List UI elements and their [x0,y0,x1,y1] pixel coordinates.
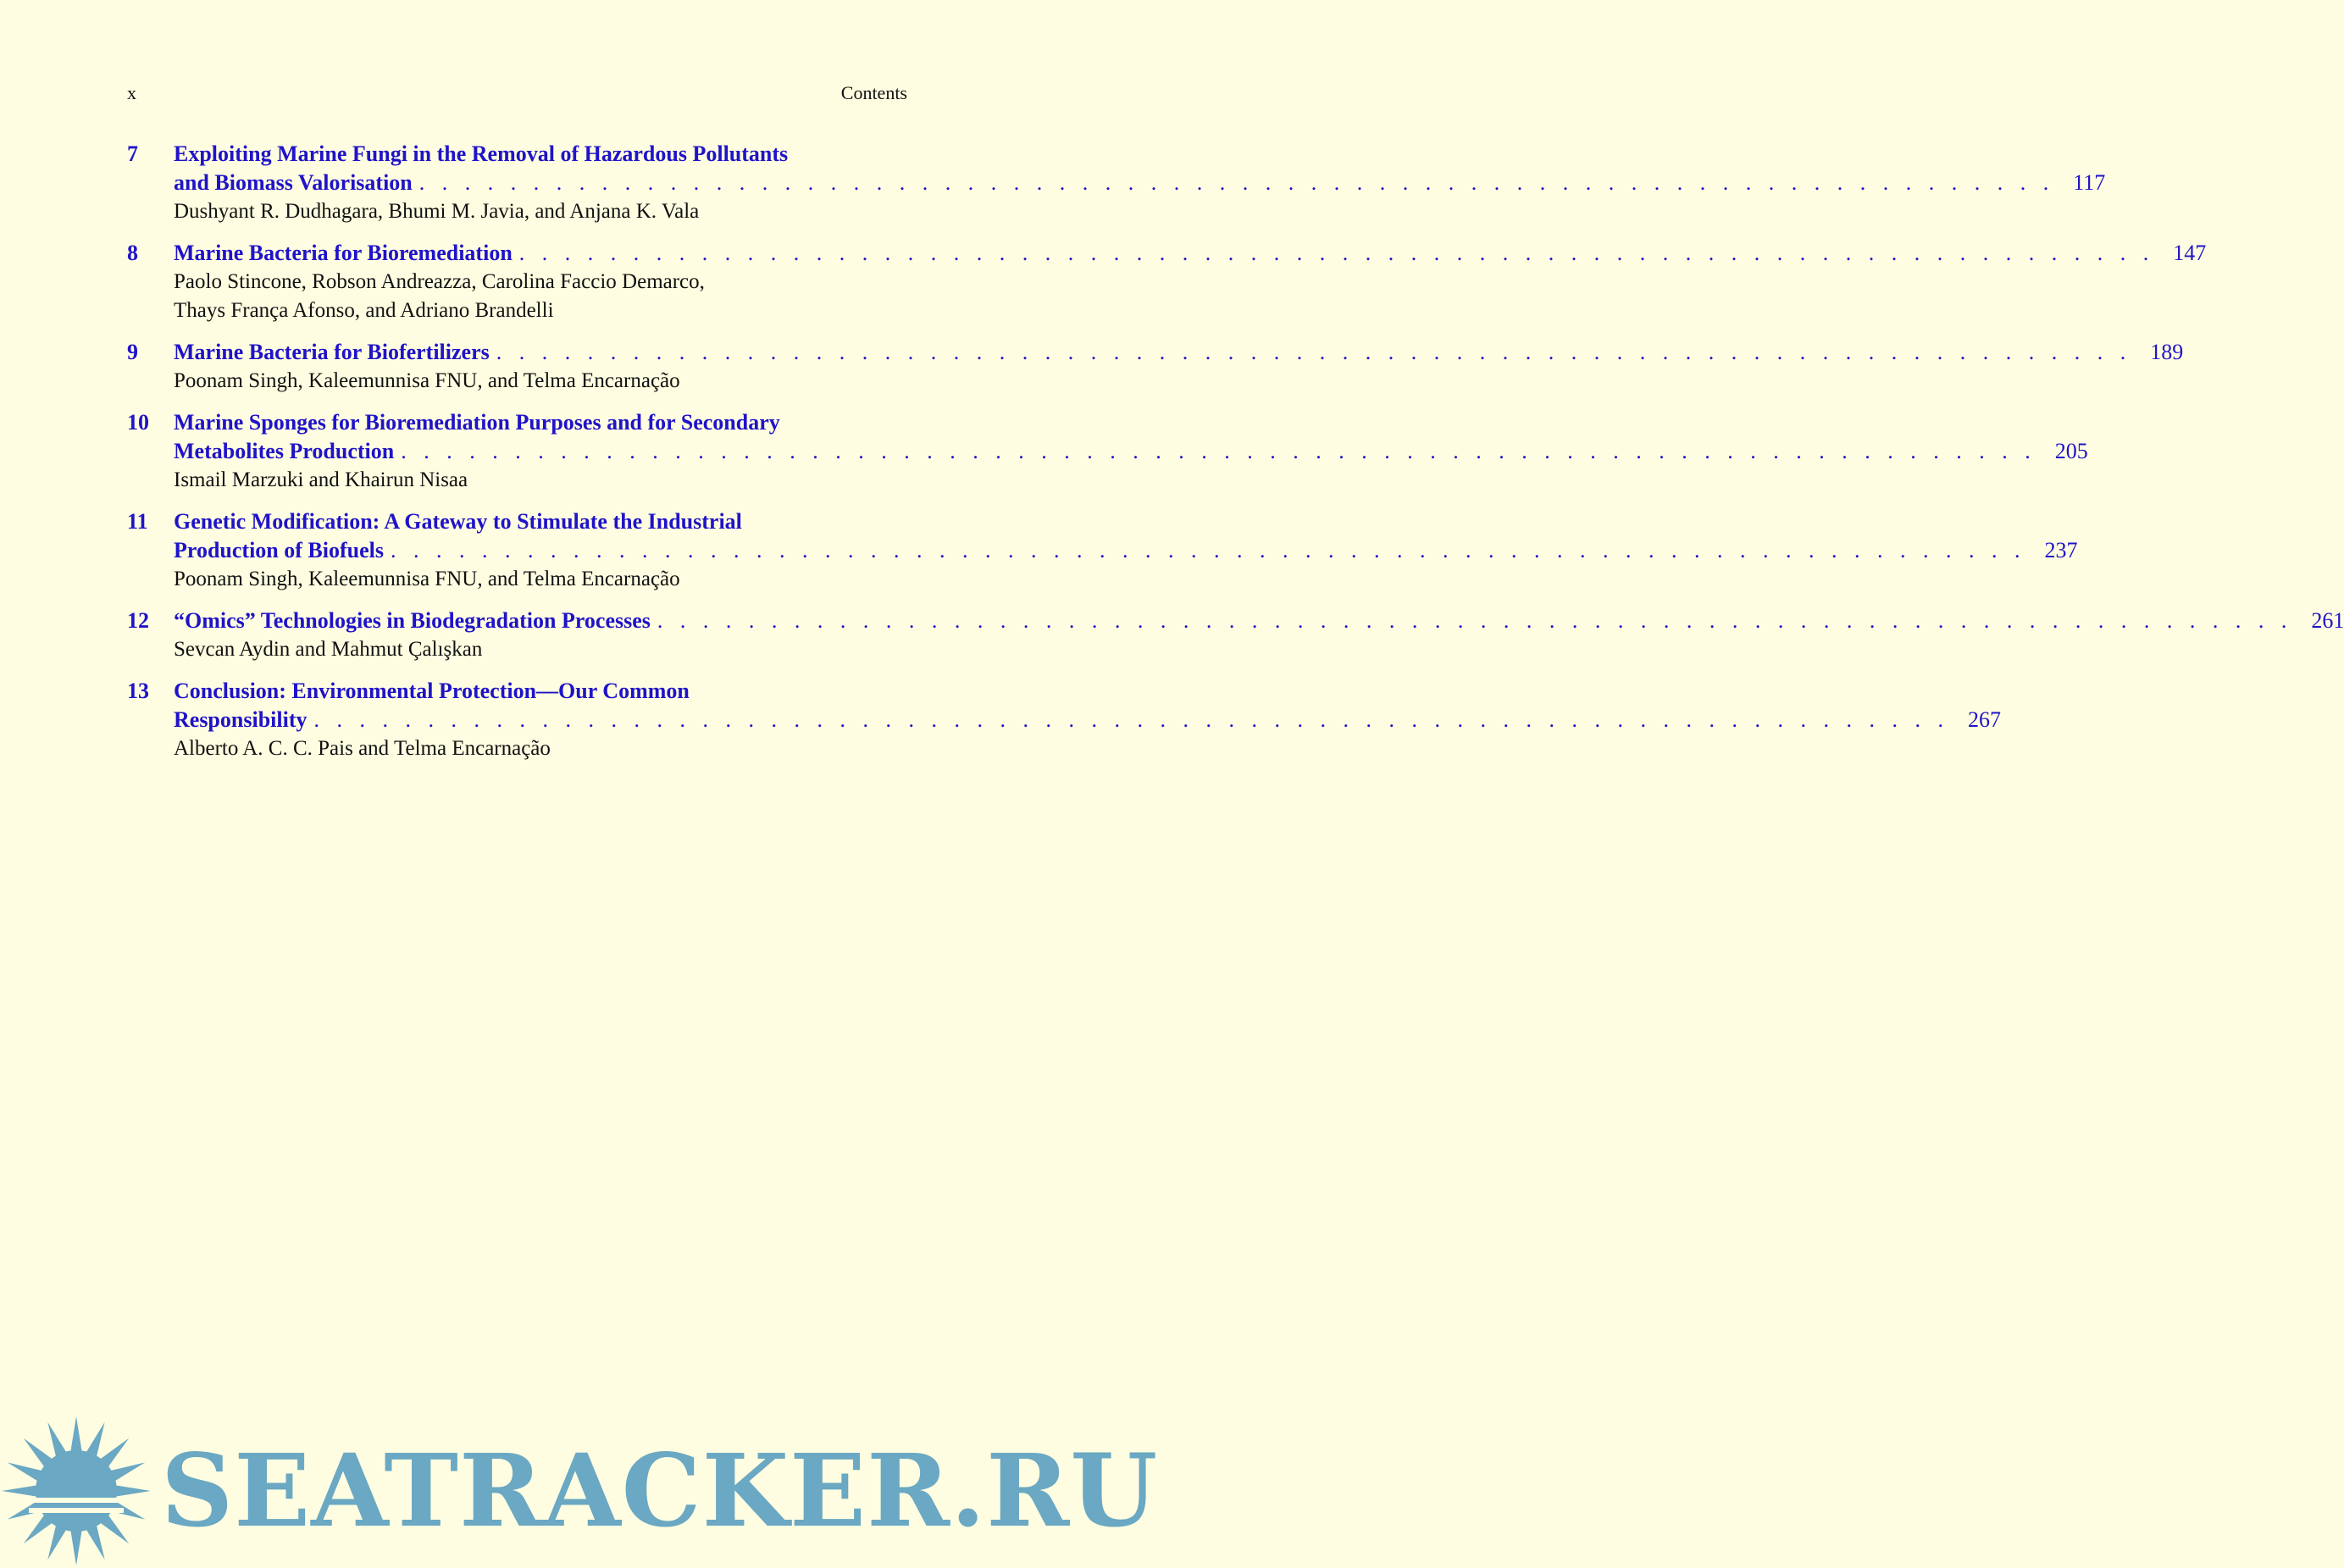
page-header [127,82,907,108]
chapter-authors: Ismail Marzuki and Khairun Nisaa [174,468,468,491]
watermark-text: SEATRACKER.RU [161,1432,1159,1549]
chapter-authors: Thays França Afonso, and Adriano Brandelli [174,299,554,322]
table-of-contents [127,140,2344,776]
page-number: x [127,82,136,103]
chapter-number: 13 [127,679,149,703]
leader-dots [391,536,2026,565]
chapter-title-link[interactable]: Exploiting Marine Fungi in the Removal of Hazardous Pollutants [174,141,789,166]
leader-dots [496,338,2132,367]
chapter-title-link[interactable]: Metabolites Production [174,439,395,463]
chapter-title-link[interactable]: Genetic Modification: A Gateway to Stimulate the Industrial [174,509,742,534]
leader-dots [657,607,2293,635]
leader-dots [314,706,1950,734]
toc-entry-7 [127,140,2106,226]
chapter-number: 11 [127,509,148,534]
page-ref-link[interactable]: 261 [2311,608,2344,633]
chapter-authors: Paolo Stincone, Robson Andreazza, Carolina Faccio Demarco, [174,270,705,293]
chapter-title-link[interactable]: Marine Bacteria for Bioremediation [174,241,513,265]
chapter-title-link[interactable]: Production of Biofuels [174,538,384,562]
chapter-authors: Alberto A. C. C. Pais and Telma Encarnação [174,737,551,760]
watermark [0,1415,1159,1563]
chapter-title-link[interactable]: Marine Sponges for Bioremediation Purposes and for Secondary [174,410,780,435]
toc-entry-10 [127,408,2088,495]
chapter-authors: Poonam Singh, Kaleemunnisa FNU, and Telma Encarnação [174,568,680,590]
page-ref-link[interactable]: 237 [2044,538,2078,562]
leader-dots [401,437,2036,466]
toc-entry-12 [127,607,2344,664]
chapter-authors: Poonam Singh, Kaleemunnisa FNU, and Telma Encarnação [174,369,680,392]
leader-dots [419,169,2055,197]
chapter-title-link[interactable]: “Omics” Technologies in Biodegradation Processes [174,608,651,633]
chapter-number: 7 [127,141,138,166]
chapter-authors: Dushyant R. Dudhagara, Bhumi M. Javia, and Anjana K. Vala [174,200,700,223]
page-ref-link[interactable]: 117 [2073,170,2106,195]
chapter-title-link[interactable]: Responsibility [174,707,308,732]
toc-entry-8 [127,239,2207,325]
page-ref-link[interactable]: 205 [2054,439,2088,463]
sun-logo-icon [0,1415,152,1567]
toc-entry-11 [127,507,2078,594]
chapter-number: 8 [127,241,138,265]
page-ref-link[interactable]: 147 [2173,241,2207,265]
chapter-number: 10 [127,410,149,435]
page-ref-link[interactable]: 267 [1968,707,2001,732]
chapter-title-link[interactable]: and Biomass Valorisation [174,170,413,195]
running-head: Contents [840,82,907,103]
chapter-authors: Sevcan Aydin and Mahmut Çalışkan [174,638,483,661]
chapter-number: 9 [127,340,138,364]
toc-entry-9 [127,338,2184,396]
page-ref-link[interactable]: 189 [2150,340,2184,364]
chapter-title-link[interactable]: Conclusion: Environmental Protection—Our Common [174,679,690,703]
toc-entry-13 [127,677,2001,763]
chapter-title-link[interactable]: Marine Bacteria for Biofertilizers [174,340,490,364]
chapter-number: 12 [127,608,149,633]
leader-dots [519,239,2155,268]
